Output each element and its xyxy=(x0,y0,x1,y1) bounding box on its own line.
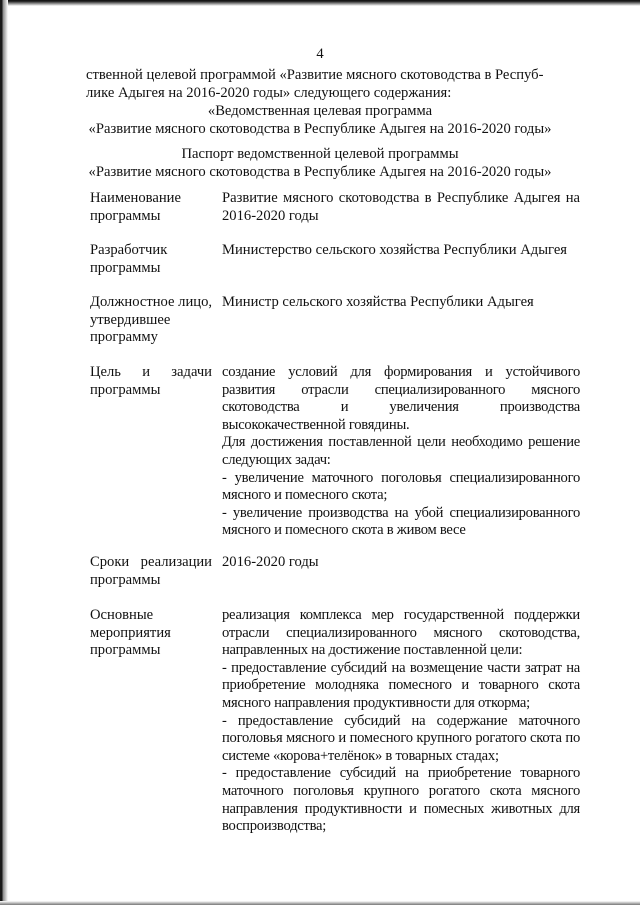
passport-value-paragraph: Развитие мясного скотоводства в Республике Адыгея на 2016-2020 годы xyxy=(222,190,580,224)
intro-line: лике Адыгея на 2016-2020 годы» следующего содержания: xyxy=(86,84,452,101)
passport-heading-line-1: Паспорт ведомственной целевой программы xyxy=(181,146,459,162)
passport-value xyxy=(222,190,580,225)
passport-value-paragraph: 2016-2020 годы xyxy=(222,554,319,570)
passport-label: Основные мероприятия программы xyxy=(90,607,171,659)
passport-value-paragraph: Для достижения поставленной цели необходимо решение следующих задач: xyxy=(222,434,580,468)
program-heading-line-1: «Ведомственная целевая программа xyxy=(207,103,433,119)
passport-value-paragraph: - предоставление субсидий на содержание маточного поголовья мясного и помесного крупного рогатого скота по системе «корова+телёнок» в товарных стадах; xyxy=(222,712,580,764)
passport-value-paragraph: - увеличение производства на убой специализированного мясного и помесного скота в живом весе xyxy=(222,504,580,539)
passport-value xyxy=(222,554,580,572)
passport-value xyxy=(222,364,580,540)
passport-label: Разработчик программы xyxy=(90,242,168,276)
passport-label: Наименование программы xyxy=(90,190,181,224)
passport-label: Сроки реализации программы xyxy=(90,554,212,588)
passport-value-paragraph: - увеличение маточного поголовья специализированного мясного и помесного скота; xyxy=(222,469,580,504)
passport-value xyxy=(222,242,580,260)
passport-value xyxy=(222,294,580,312)
passport-label: Цель и задачи программы xyxy=(90,364,212,398)
scan-top-edge xyxy=(0,0,640,6)
passport-value-paragraph: реализация комплекса мер государственной поддержки отрасли специализированного мясного скотоводства, направленных на достижение поставленной цели: xyxy=(222,607,580,659)
passport-label: Должностное лицо, утвердившее программу xyxy=(90,294,213,346)
intro-paragraph xyxy=(86,67,576,102)
passport-value-paragraph: - предоставление субсидий на приобретение товарного маточного поголовья крупного рогатого скота мясного направления продуктивности и помесных животных для воспроизводства; xyxy=(222,765,580,835)
passport-value-paragraph: Министерство сельского хозяйства Республики Адыгея xyxy=(222,242,568,258)
passport-value-paragraph: Министр сельского хозяйства Республики Адыгея xyxy=(222,294,534,310)
intro-line: ственной целевой программой «Развитие мясного скотоводства в Респуб- xyxy=(86,67,544,83)
page-number: 4 xyxy=(316,46,324,62)
scan-bottom-edge xyxy=(0,901,640,905)
passport-value xyxy=(222,607,580,836)
passport-value-paragraph: создание условий для формирования и устойчивого развития отрасли специализированного мясного скотоводства и увеличения производства высококачественной говядины. xyxy=(222,364,580,433)
passport-heading-line-2: «Развитие мясного скотоводства в Республике Адыгея на 2016-2020 годы» xyxy=(88,164,552,180)
program-heading-line-2: «Развитие мясного скотоводства в Республике Адыгея на 2016-2020 годы» xyxy=(88,121,552,137)
passport-value-paragraph: - предоставление субсидий на возмещение части затрат на приобретение молодняка помесного и товарного скота мясного направления продуктивности для откорма; xyxy=(222,659,580,711)
